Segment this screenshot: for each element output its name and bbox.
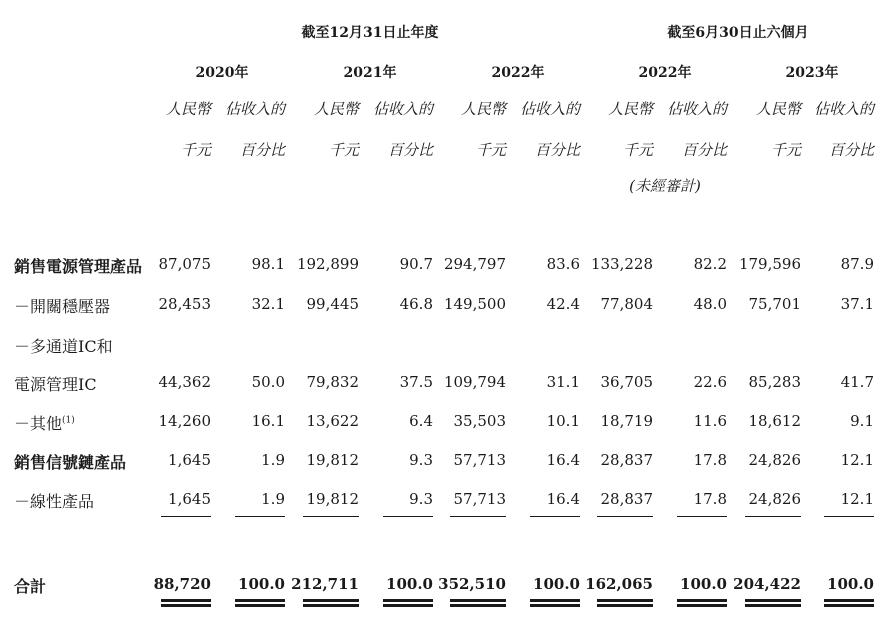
total-cell: 162,065 — [585, 575, 653, 593]
table-cell: 24,826 — [748, 490, 801, 508]
unaudited-note: (未經審計) — [629, 177, 701, 195]
row-label-text: 銷售信號鏈產品 — [14, 453, 127, 472]
total-cell: 88,720 — [153, 575, 211, 593]
unit-rmb: 人民幣 — [460, 100, 506, 118]
unit-rmb: 人民幣 — [755, 100, 801, 118]
underline — [383, 516, 433, 517]
underline — [597, 516, 653, 517]
unit-pct: 佔收入的 — [224, 100, 285, 118]
table-cell: 44,362 — [158, 373, 211, 391]
table-cell: 35,503 — [453, 412, 506, 430]
row-label-text: 電源管理IC — [14, 375, 97, 394]
table-cell: 99,445 — [306, 295, 359, 313]
total-cell: 212,711 — [291, 575, 359, 593]
total-cell: 100.0 — [533, 575, 580, 593]
double-underline — [161, 599, 211, 607]
table-cell: 32.1 — [251, 295, 285, 313]
underline — [677, 516, 727, 517]
unit-rmb: 人民幣 — [607, 100, 653, 118]
underline — [303, 516, 359, 517]
table-cell: 1,645 — [168, 490, 211, 508]
footnote-marker: (1) — [62, 415, 75, 426]
table-cell: 19,812 — [306, 451, 359, 469]
year-header-2021: 2021年 — [343, 65, 397, 81]
table-cell: 31.1 — [546, 373, 580, 391]
row-label — [14, 489, 94, 512]
row-label-text: －開關穩壓器 — [14, 297, 111, 316]
underline — [745, 516, 801, 517]
table-cell: 16.1 — [251, 412, 285, 430]
double-underline — [235, 599, 285, 607]
table-cell: 1.9 — [261, 490, 285, 508]
unit-percentage: 百分比 — [828, 141, 874, 159]
unit-thousand: 千元 — [622, 141, 653, 159]
table-cell: 9.1 — [850, 412, 874, 430]
table-cell: 50.0 — [251, 373, 285, 391]
table-cell: 12.1 — [840, 451, 874, 469]
row-label — [14, 294, 110, 317]
table-cell: 87,075 — [158, 255, 211, 273]
table-cell: 133,228 — [590, 255, 653, 273]
double-underline — [450, 599, 506, 607]
unit-thousand: 千元 — [475, 141, 506, 159]
table-cell: 24,826 — [748, 451, 801, 469]
table-cell: 13,622 — [306, 412, 359, 430]
double-underline — [824, 599, 874, 607]
row-label-text: －其他 — [14, 414, 63, 433]
year-header-2020: 2020年 — [195, 65, 249, 81]
row-label — [14, 334, 113, 357]
total-label: 合計 — [14, 577, 47, 596]
table-cell: 9.3 — [409, 490, 433, 508]
total-cell: 100.0 — [827, 575, 874, 593]
table-cell: 6.4 — [409, 412, 433, 430]
table-cell: 57,713 — [453, 451, 506, 469]
group-header-year: 截至12月31日止年度 — [301, 25, 439, 41]
table-cell: 11.6 — [693, 412, 727, 430]
table-cell: 22.6 — [693, 373, 727, 391]
double-underline — [303, 599, 359, 607]
table-cell: 179,596 — [738, 255, 801, 273]
underline — [824, 516, 874, 517]
unit-percentage: 百分比 — [239, 141, 285, 159]
unit-pct: 佔收入的 — [666, 100, 727, 118]
unit-rmb: 人民幣 — [313, 100, 359, 118]
underline — [530, 516, 580, 517]
table-cell: 37.1 — [840, 295, 874, 313]
unit-pct: 佔收入的 — [813, 100, 874, 118]
table-cell: 10.1 — [546, 412, 580, 430]
table-cell: 16.4 — [546, 451, 580, 469]
table-cell: 85,283 — [748, 373, 801, 391]
table-cell: 19,812 — [306, 490, 359, 508]
table-cell: 37.5 — [399, 373, 433, 391]
double-underline — [677, 599, 727, 607]
table-cell: 149,500 — [443, 295, 506, 313]
table-cell: 79,832 — [306, 373, 359, 391]
row-label — [14, 450, 126, 473]
total-cell: 100.0 — [238, 575, 285, 593]
table-cell: 28,837 — [600, 490, 653, 508]
table-cell: 82.2 — [693, 255, 727, 273]
table-cell: 12.1 — [840, 490, 874, 508]
table-cell: 16.4 — [546, 490, 580, 508]
table-cell: 42.4 — [546, 295, 580, 313]
underline — [235, 516, 285, 517]
table-cell: 1.9 — [261, 451, 285, 469]
table-cell: 17.8 — [693, 451, 727, 469]
table-cell: 1,645 — [168, 451, 211, 469]
row-label-text: －線性產品 — [14, 492, 95, 511]
row-label — [14, 254, 142, 277]
table-cell: 46.8 — [399, 295, 433, 313]
year-header-2023: 2023年 — [785, 65, 839, 81]
table-cell: 109,794 — [443, 373, 506, 391]
table-cell: 18,612 — [748, 412, 801, 430]
double-underline — [745, 599, 801, 607]
year-header-2022-six: 2022年 — [638, 65, 692, 81]
table-cell: 98.1 — [251, 255, 285, 273]
unit-pct: 佔收入的 — [519, 100, 580, 118]
group-header-six-months: 截至6月30日止六個月 — [667, 25, 809, 41]
table-cell: 9.3 — [409, 451, 433, 469]
row-label-text: 銷售電源管理產品 — [14, 257, 143, 276]
unit-percentage: 百分比 — [387, 141, 433, 159]
total-cell: 204,422 — [733, 575, 801, 593]
table-cell: 41.7 — [840, 373, 874, 391]
table-cell: 75,701 — [748, 295, 801, 313]
table-cell: 28,837 — [600, 451, 653, 469]
unit-pct: 佔收入的 — [372, 100, 433, 118]
table-cell: 57,713 — [453, 490, 506, 508]
unit-percentage: 百分比 — [681, 141, 727, 159]
table-cell: 83.6 — [546, 255, 580, 273]
table-cell: 77,804 — [600, 295, 653, 313]
row-label — [14, 372, 97, 395]
double-underline — [383, 599, 433, 607]
table-cell: 192,899 — [296, 255, 359, 273]
underline — [450, 516, 506, 517]
total-cell: 100.0 — [386, 575, 433, 593]
table-cell: 90.7 — [399, 255, 433, 273]
unit-thousand: 千元 — [180, 141, 211, 159]
unit-thousand: 千元 — [770, 141, 801, 159]
underline — [161, 516, 211, 517]
table-cell: 36,705 — [600, 373, 653, 391]
table-cell: 18,719 — [600, 412, 653, 430]
unit-thousand: 千元 — [328, 141, 359, 159]
table-cell: 87.9 — [840, 255, 874, 273]
row-label — [14, 411, 75, 434]
unit-rmb: 人民幣 — [165, 100, 211, 118]
table-cell: 14,260 — [158, 412, 211, 430]
total-cell: 352,510 — [438, 575, 506, 593]
table-cell: 48.0 — [693, 295, 727, 313]
double-underline — [597, 599, 653, 607]
table-cell: 28,453 — [158, 295, 211, 313]
year-header-2022: 2022年 — [491, 65, 545, 81]
row-label-text: －多通道IC和 — [14, 337, 113, 356]
double-underline — [530, 599, 580, 607]
unit-percentage: 百分比 — [534, 141, 580, 159]
total-cell: 100.0 — [680, 575, 727, 593]
table-cell: 294,797 — [443, 255, 506, 273]
table-cell: 17.8 — [693, 490, 727, 508]
